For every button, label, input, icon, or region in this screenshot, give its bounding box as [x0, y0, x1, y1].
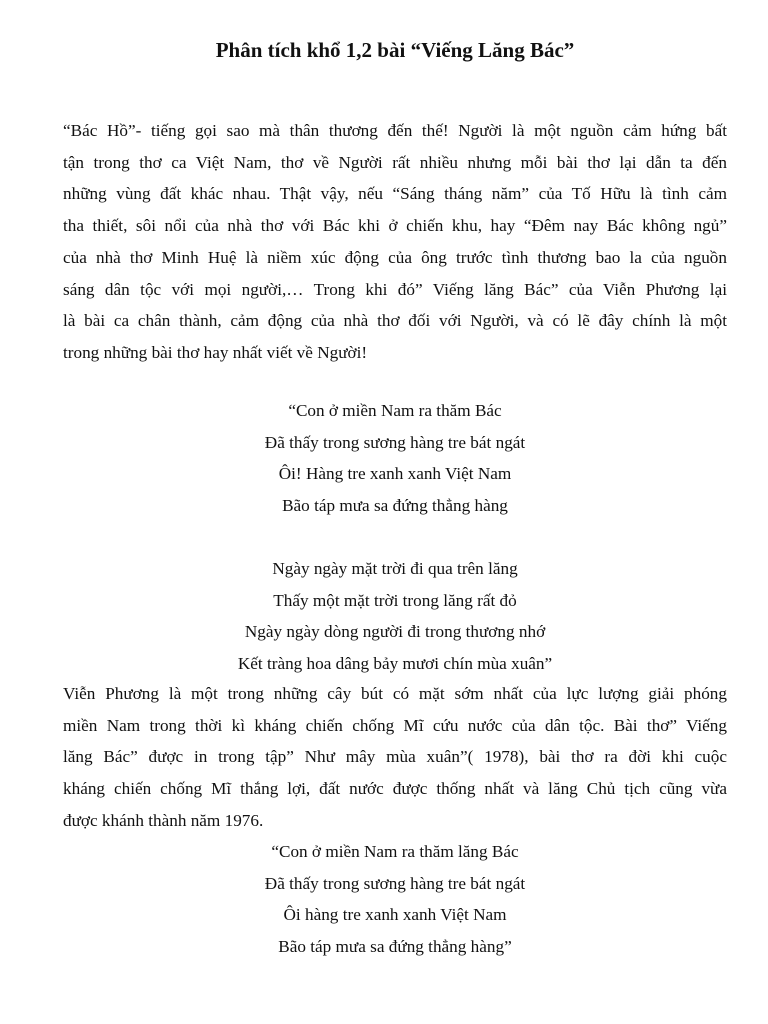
context-line: miền Nam trong thời kì kháng chiến chống Mĩ cứu nước của dân tộc. Bài thơ” Viếng: [63, 715, 727, 735]
poem-stanza-1: [63, 395, 727, 522]
intro-line: là bài ca chân thành, cảm động của nhà thơ đối với Người, và có lẽ đây chính là một: [63, 311, 727, 331]
intro-line: sáng dân tộc với mọi người,… Trong khi đó” Viếng lăng Bác” của Viễn Phương lại: [63, 279, 727, 299]
intro-line: tha thiết, sôi nổi của nhà thơ với Bác khi ở chiến khu, hay “Đêm nay Bác không ngủ”: [63, 216, 727, 236]
poem-line: Bão táp mưa sa đứng thẳng hàng: [282, 496, 508, 516]
intro-line: những vùng đất khác nhau. Thật vậy, nếu “Sáng tháng năm” của Tố Hữu là tình cảm: [63, 184, 727, 204]
intro-line: của nhà thơ Minh Huệ là niềm xúc động của ông trước tình thương bao la của nguồn: [63, 247, 727, 267]
intro-line: “Bác Hồ”- tiếng gọi sao mà thân thương đến thế! Người là một nguồn cảm hứng bất: [63, 121, 727, 140]
poem-stanza-3: [63, 836, 727, 963]
intro-line: tận trong thơ ca Việt Nam, thơ về Người rất nhiều nhưng mỗi bài thơ lại dẫn ta đến: [63, 152, 727, 172]
context-paragraph: [63, 678, 727, 837]
poem-line: Ngày ngày mặt trời đi qua trên lăng: [272, 559, 518, 578]
poem-line: “Con ở miền Nam ra thăm Bác: [288, 401, 502, 420]
poem-line: Thấy một mặt trời trong lăng rất đỏ: [273, 590, 517, 610]
context-line: Viễn Phương là một trong những cây bút có mặt sớm nhất của lực lượng giải phóng: [63, 684, 727, 703]
poem-line: Đã thấy trong sương hàng tre bát ngát: [264, 873, 526, 893]
poem-line: Ngày ngày dòng người đi trong thương nhớ: [244, 622, 546, 642]
poem-line: “Con ở miền Nam ra thăm lăng Bác: [271, 842, 519, 861]
poem-line: Đã thấy trong sương hàng tre bát ngát: [264, 432, 526, 452]
context-line: được khánh thành năm 1976.: [63, 810, 264, 830]
document-title: Phân tích khổ 1,2 bài “Viếng Lăng Bác”: [215, 38, 575, 62]
intro-line: trong những bài thơ hay nhất viết về Người!: [63, 342, 368, 362]
poem-stanza-2: [63, 553, 727, 680]
poem-line: Ôi hàng tre xanh xanh Việt Nam: [283, 905, 507, 925]
poem-line: Ôi! Hàng tre xanh xanh Việt Nam: [278, 464, 512, 484]
context-line: lăng Bác” được in trong tập” Như mây mùa xuân”( 1978), bài thơ ra đời khi cuộc: [63, 747, 727, 767]
poem-line: Bão táp mưa sa đứng thẳng hàng”: [278, 937, 512, 957]
intro-paragraph: [63, 115, 727, 369]
context-line: kháng chiến chống Mĩ thắng lợi, đất nước được thống nhất và lăng Chủ tịch cũng vừa: [63, 779, 727, 799]
poem-line: Kết tràng hoa dâng bảy mươi chín mùa xuân”: [237, 654, 553, 674]
